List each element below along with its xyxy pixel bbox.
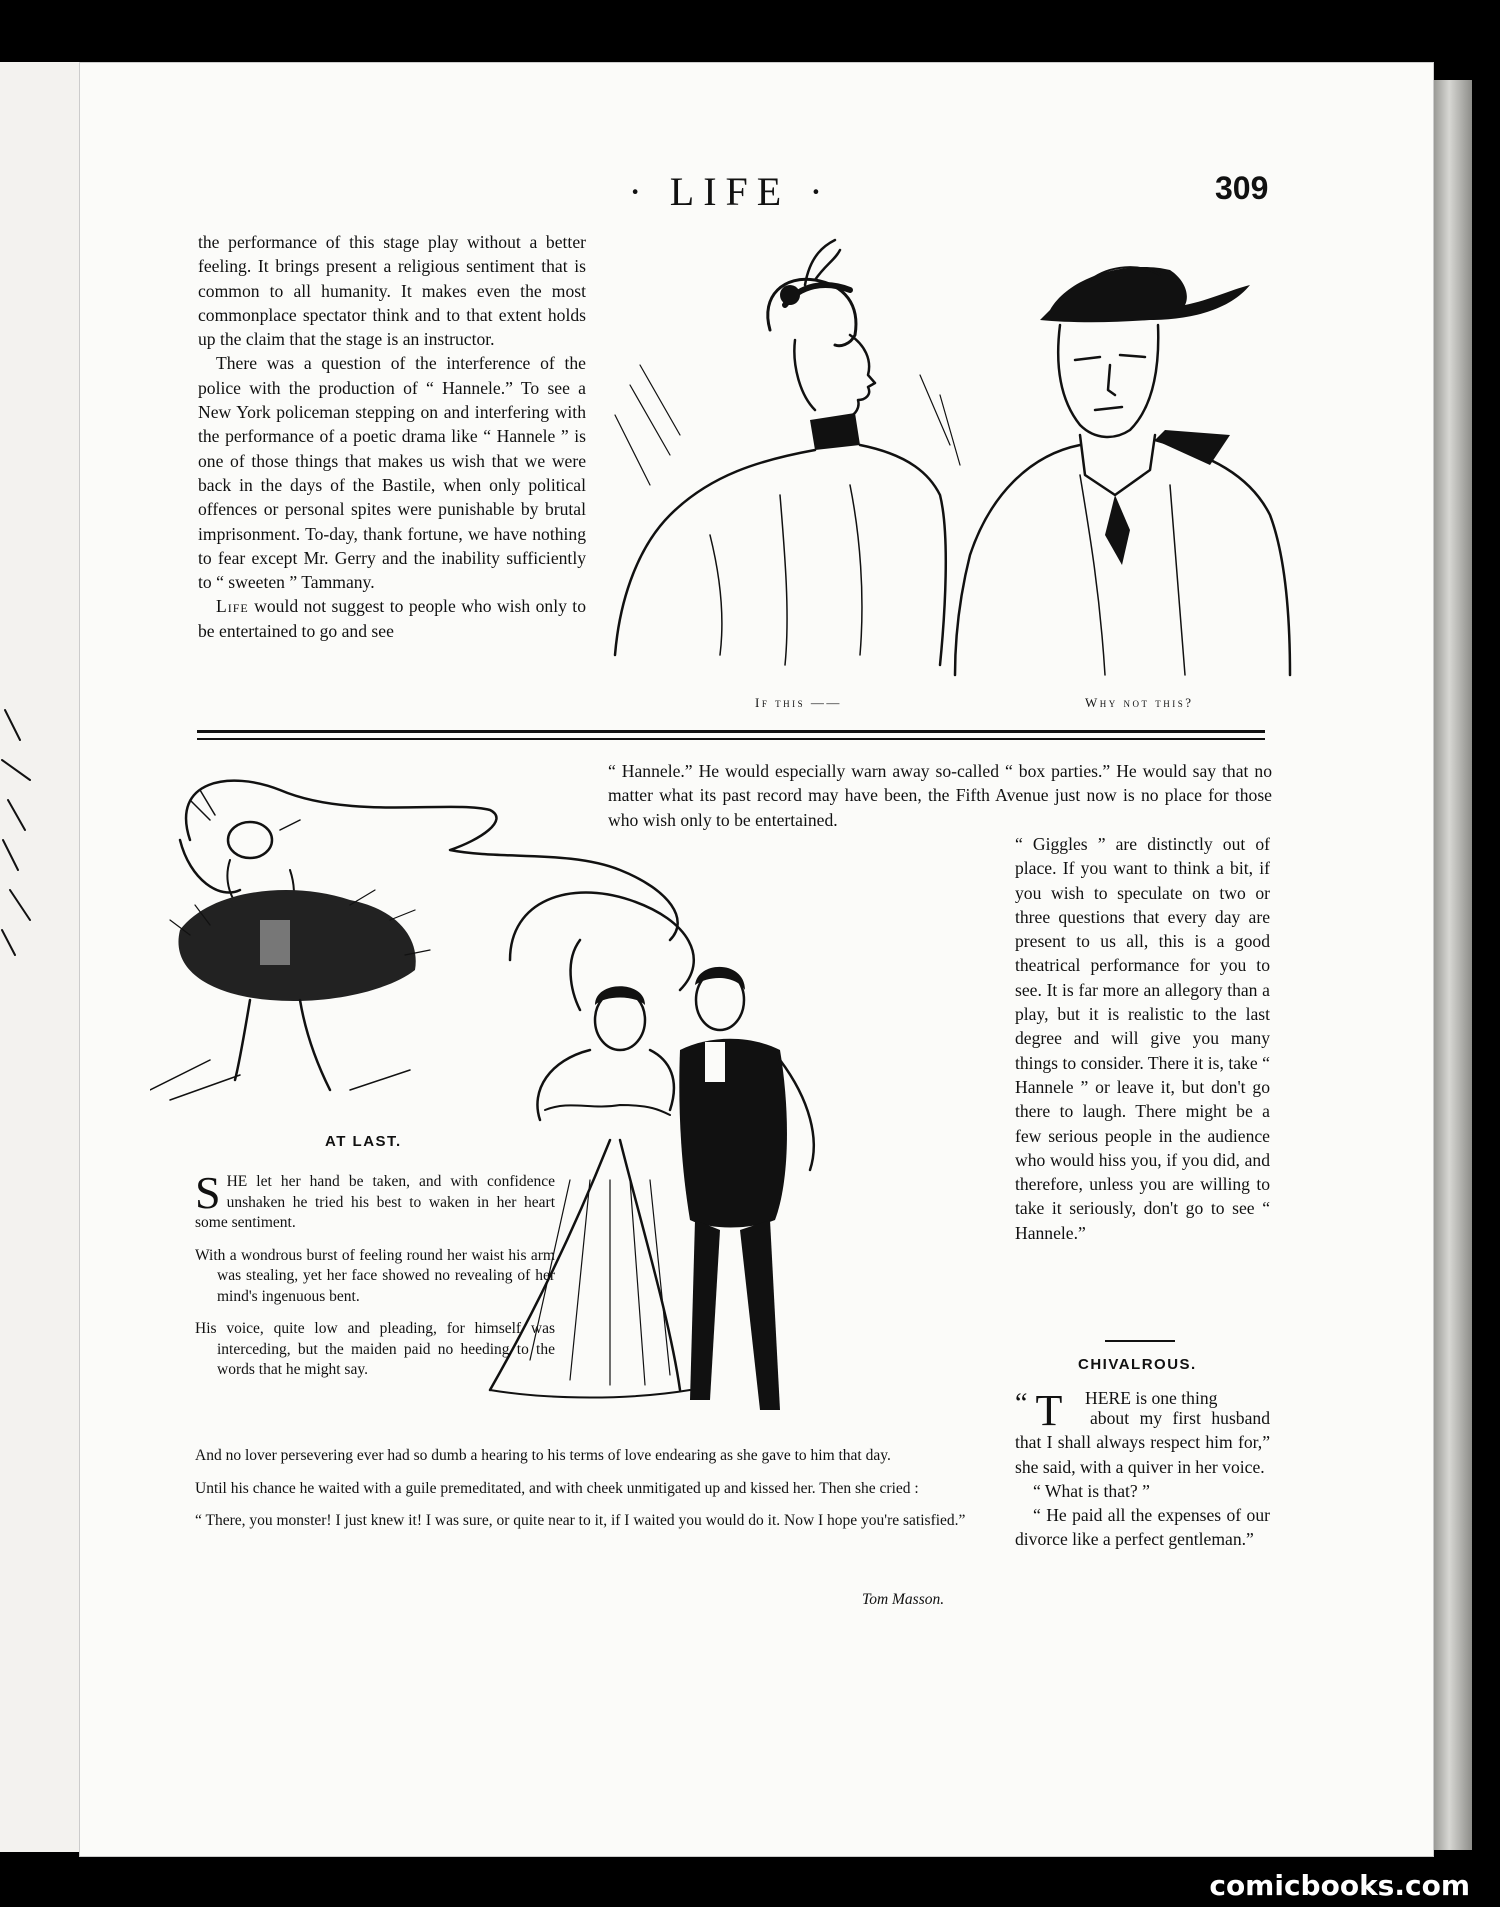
article-column-left [198,230,586,643]
article-paragraph [198,594,586,643]
article-paragraph: There was a question of the interference of the police with the production of “ Hannele.” To see a New York policeman stepping on and interfering with the performance of a poetic drama like “ Hannele ” is one of those things that makes us wish that we were back in the days of the Bastile, when only political offences or personal spites were punishable by brutal imprisonment. To-day, thank fortune, we have nothing to fear except Mr. Gerry and the inability sufficiently to “ sweeten ” Tammany. [198,353,586,593]
anecdote-line: “ He paid all the expenses of our divorce like a perfect gentleman.” [1015,1505,1270,1550]
illustration-woman-and-man [610,235,1340,695]
poem-continuation [195,1446,995,1532]
life-word: Life [216,596,249,617]
book-spine [1434,80,1472,1850]
divider-rule [197,738,1265,740]
woman-figure [615,240,960,665]
article-paragraph-text: would not suggest to people who wish only to be entertained to go and see [198,596,586,641]
section-rule [1105,1340,1175,1342]
dropcap-t: T [1035,1386,1063,1430]
magazine-title: · LIFE · [628,169,832,214]
poem-stanza: Until his chance he waited with a guile premeditated, and with cheek unmitigated up and kissed her. Then she cried : [195,1479,919,1497]
site-watermark: comicbooks.com [1209,1869,1470,1902]
page-number: 309 [1215,170,1269,206]
article-paragraph: the performance of this stage play without a better feeling. It brings present a religious sentiment that is common to all humanity. It makes even the most commonplace spectator think and to that extent holds up the claim that the stage is an instructor. [198,232,586,350]
poem-title: AT LAST. [325,1133,402,1150]
poem-stanza-text: HE let her hand be taken, and with confidence unshaken he tried his best to waken in her heart some sentiment. [195,1173,555,1231]
anecdote-title: CHIVALROUS. [1078,1356,1197,1373]
caption-if-this: If this —— [755,695,842,710]
poem-stanza: His voice, quite low and pleading, for himself was interceding, but the maiden paid no heeding to the words that he might say. [195,1320,555,1378]
poem-column [195,1167,555,1393]
poem-stanza: With a wondrous burst of feeling round her waist his arm was stealing, yet her face showed no revealing of her mind's ingenuous bent. [195,1246,555,1305]
poem-author: Tom Masson. [862,1591,945,1608]
poem-stanza: “ There, you monster! I just knew it! I was sure, or quite near to it, if I waited you would do it. Now I hope you're satisfied.” [195,1512,966,1529]
poem-stanza [195,1167,555,1234]
anecdote-line: about my first husband that I shall always respect him for,” she said, with a quiver in her voice. [1015,1408,1270,1477]
open-quote: “ [1015,1388,1028,1419]
man-figure [955,267,1290,675]
caption-why-not-this: Why not this? [1085,695,1194,710]
article-column-right: “ Giggles ” are distinctly out of place. If you want to think a bit, if you wish to speculate on two or three questions that every day are present to us all, this is a good theatrical performance for you to see. It is far more an allegory than a play, but it is realistic to the last degree and will give you many things to consider. There it is, take “ Hannele ” or leave it, but don't go there to laugh. There might be a few serious people in the audience who would hiss you, if you did, and therefore, unless you are willing to take it seriously, don't go to see “ Hannele.” [1015,834,1270,1243]
facing-page-illustration-fragment [0,700,40,960]
anecdote-line: “ What is that? ” [1033,1480,1150,1501]
article-continuation: “ Hannele.” He would especially warn away so-called “ box parties.” He would say that no matter what its past record may have been, the Fifth Avenue just now is no place for those who wish only to be entertained. [608,761,1272,830]
anecdote-text [1015,1386,1270,1552]
dropcap-s: S [195,1167,221,1218]
anecdote-line: HERE is one thing [1085,1388,1218,1408]
poem-stanza: And no lover persevering ever had so dumb a hearing to his terms of love endearing as she gave to him that day. [195,1447,891,1464]
divider-rule [197,730,1265,733]
cupid-on-ostrich [150,781,678,1100]
